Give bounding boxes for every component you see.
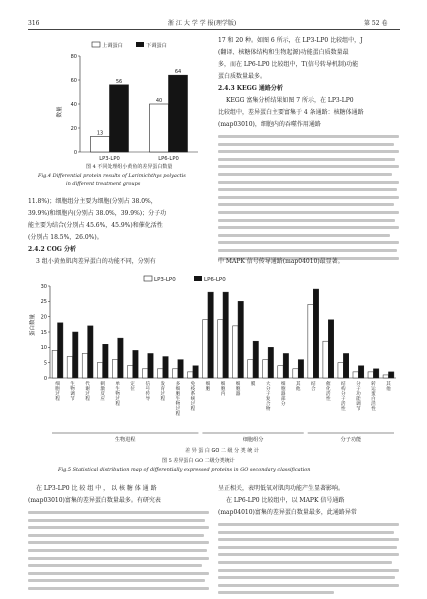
left-text-line-2: 39.9%)和细胞内(分别占 38.0%，39.9%)；分子功 <box>28 210 167 217</box>
y-tick-label: 30 <box>40 283 47 290</box>
group-label: 生物进程 <box>114 437 136 443</box>
x-tick-label: 细胞内 <box>220 382 226 397</box>
x-tick-label: 定位 <box>130 382 136 392</box>
bar-lp6-0 <box>58 323 63 378</box>
bottom-right-paragraph <box>218 523 399 594</box>
bar-lp6-14 <box>268 347 273 378</box>
bar-lp3-lp0-down <box>110 85 129 152</box>
bar-lp3-6 <box>142 369 147 378</box>
bar-lp3-10 <box>203 320 208 378</box>
figure-4-caption-en-2: in different treatment groups <box>66 181 141 187</box>
left-text-line-5: 3 组小黄鱼肌肉差异蛋白的功能不同，分别有 <box>36 258 156 265</box>
bottom-left-paragraph <box>28 511 209 590</box>
y-tick-label: 40 <box>70 101 77 108</box>
bar-lp6-lp0-up <box>150 104 169 152</box>
bar-lp6-16 <box>298 360 303 378</box>
bar-lp3-22 <box>383 375 388 378</box>
right-text-line-5: KEGG 富集分析结果如图 7 所示，在 LP3-LP0 <box>226 97 354 104</box>
header-rule <box>28 29 400 30</box>
right-text-line-1: 17 和 20 种。如图 6 所示，在 LP3-LP0 比较组中，J <box>218 37 363 44</box>
bar-lp3-13 <box>248 360 253 378</box>
bar-lp3-2 <box>82 353 87 378</box>
y-tick-label: 15 <box>40 329 47 336</box>
bar-lp6-1 <box>73 332 78 378</box>
bar-lp6-20 <box>358 366 363 378</box>
x-tick-label: LP6-LP0 <box>158 156 179 162</box>
left-text-line-1: 11.8%)；细胞组分主要为细胞(分别占 38.0%， <box>28 198 157 205</box>
y-tick-label: 10 <box>40 345 47 352</box>
legend-swatch-lp6 <box>194 276 202 281</box>
x-axis-label: 差 异 蛋 白 GO 二 级 分 类 统 计 <box>185 448 259 454</box>
bar-lp6-21 <box>373 369 378 378</box>
bar-value-label: 40 <box>155 98 163 104</box>
x-tick-label: 细胞过程 <box>55 382 60 402</box>
bar-lp3-7 <box>157 369 162 378</box>
section-heading-kegg: 2.4.3 KEGG 通路分析 <box>218 85 283 92</box>
bar-lp6-4 <box>118 338 123 378</box>
bar-lp3-8 <box>172 369 177 378</box>
x-tick-label: 信号传导 <box>145 382 151 402</box>
right-text-line-3: 多，而在 LP6-LP0 比较组中，T(信号转导机制)功能 <box>218 61 359 68</box>
bar-lp6-5 <box>133 350 138 378</box>
x-tick-label: 刺激反应 <box>100 382 105 402</box>
bar-lp6-3 <box>103 344 108 378</box>
left-text-line-3: 能主要为结合(分别占 45.6%，45.9%)和催化活性 <box>28 222 163 229</box>
x-tick-label: 催化活性 <box>325 382 331 402</box>
legend-swatch-up <box>92 42 100 47</box>
legend-swatch-lp3 <box>144 276 152 281</box>
figure-5-caption-en: Fig.5 Statistical distribution map of differentially expressed proteins in GO secondary classification <box>58 467 311 473</box>
group-label: 分子功能 <box>340 437 362 443</box>
figure-5-chart <box>26 270 402 456</box>
bar-lp6-22 <box>388 372 393 378</box>
x-tick-label: 细胞器部分 <box>280 382 286 407</box>
figure-4-caption-en: Fig.4 Differential protein results of Larimichthys polyactis <box>38 173 186 179</box>
bar-lp3-4 <box>112 360 117 378</box>
x-tick-label: 细胞 <box>205 382 211 392</box>
bar-value-label: 56 <box>115 78 123 85</box>
y-tick-label: 25 <box>40 299 47 306</box>
x-tick-label: 其他 <box>386 382 391 392</box>
y-tick-label: 20 <box>70 125 77 132</box>
legend-label-down: 下调蛋白 <box>146 43 167 49</box>
bar-lp3-9 <box>188 372 193 378</box>
y-axis-label: 蛋白数量 <box>30 313 36 337</box>
bars <box>91 69 188 152</box>
bar-lp3-11 <box>218 320 223 378</box>
bar-lp6-8 <box>178 360 183 378</box>
bar-value-label: 13 <box>96 130 104 137</box>
x-tick-label: LP3-LP0 <box>99 156 120 162</box>
bar-lp3-14 <box>263 360 268 378</box>
bar-lp3-5 <box>127 366 132 378</box>
bottom-right-line-2: 在 LP6-LP0 比较组中，以 MAPK 信号通路 <box>226 497 345 504</box>
bar-lp3-0 <box>52 350 57 378</box>
x-tick-label: 分子功能调节 <box>356 382 361 412</box>
bar-lp6-19 <box>343 353 348 378</box>
bottom-right-line-3: (map04010)富集的差异蛋白数量最多，此通路异常 <box>218 509 357 516</box>
right-column-paragraph <box>218 135 399 260</box>
left-text-line-4: (分别占 18.5%，26.0%)。 <box>28 234 103 241</box>
x-tick-label: 转运蛋白活性 <box>371 382 376 412</box>
y-tick-label: 0 <box>43 375 47 382</box>
journal-volume: 第 52 卷 <box>364 20 388 27</box>
bar-lp6-6 <box>148 353 153 378</box>
category-labels <box>55 380 391 417</box>
bar-lp6-2 <box>88 326 93 378</box>
page-number: 316 <box>28 20 40 27</box>
y-axis-label: 数量 <box>57 106 63 118</box>
group-label: 细胞组分 <box>242 437 264 443</box>
bar-lp3-17 <box>308 304 313 378</box>
x-tick-label: 细胞器 <box>235 382 241 397</box>
x-tick-label: 其他 <box>295 382 301 392</box>
bar-lp3-12 <box>233 326 238 378</box>
x-tick-label: 代谢过程 <box>85 382 90 402</box>
figure-4-caption-cn: 图 4 不同处理组小黄鱼的差异蛋白数量 <box>86 164 173 170</box>
right-text-line-8: 中 MAPK 信号传导通路(map04010)最显著。 <box>218 258 344 265</box>
bottom-right-line-1: 呈正相关，表明低氧对肌肉功能产生显著影响。 <box>218 485 345 492</box>
bar-lp6-15 <box>283 353 288 378</box>
legend-label-lp3: LP3-LP0 <box>154 277 176 283</box>
bar-lp6-10 <box>208 292 213 378</box>
group-labels <box>52 433 394 443</box>
bar-lp3-3 <box>97 363 102 378</box>
x-tick-label: 免疫系统过程 <box>190 382 196 412</box>
bar-lp6-9 <box>193 366 198 378</box>
legend-label-up: 上调蛋白 <box>102 43 123 49</box>
x-tick-label: 单生物过程 <box>115 382 121 407</box>
right-text-line-7: (map03010)，细胞内的吞噬作用通路 <box>218 121 321 128</box>
legend-swatch-down <box>136 42 144 47</box>
bar-lp6-17 <box>313 289 318 378</box>
x-tick-label: 多细胞生物过程 <box>175 382 181 417</box>
x-tick-label: 大分子复合物 <box>265 382 271 412</box>
x-tick-label: 结构分子活性 <box>341 382 346 412</box>
legend-label-lp6: LP6-LP0 <box>204 277 226 283</box>
bar-lp6-12 <box>238 301 243 378</box>
bar-lp6-lp0-down <box>169 75 188 152</box>
figure-4-chart <box>52 36 202 162</box>
x-tick-label: 膜 <box>250 382 256 387</box>
bar-lp6-13 <box>253 341 258 378</box>
bar-lp3-lp0-up <box>91 136 110 152</box>
bar-lp3-16 <box>293 369 298 378</box>
bar-value-label: 64 <box>174 69 182 76</box>
bar-lp3-21 <box>368 372 373 378</box>
x-tick-label: 生物调节 <box>70 382 75 402</box>
bar-lp3-15 <box>278 366 283 378</box>
bar-lp6-7 <box>163 357 168 378</box>
bar-lp3-20 <box>353 372 358 378</box>
right-text-line-4: 蛋白质数量最多。 <box>218 73 267 80</box>
bottom-left-line-2: (map03010)富集的差异蛋白数量最多。有研究表 <box>28 497 161 504</box>
bar-lp3-1 <box>67 357 72 378</box>
bars <box>52 289 394 378</box>
y-tick-label: 0 <box>73 149 77 156</box>
right-text-line-6: 比较组中，差异蛋白主要富集于 4 条通路：核糖体通路 <box>218 109 364 116</box>
bar-lp3-18 <box>323 341 328 378</box>
bar-lp6-11 <box>223 292 228 378</box>
y-tick-label: 80 <box>70 53 77 60</box>
right-text-line-2: (翻译、核糖体结构和生物起源)功能蛋白质数量最 <box>218 49 349 56</box>
y-tick-label: 60 <box>70 77 77 84</box>
bottom-left-line-1: 在 LP3-LP0 比 较 组 中 ， 以 核 糖 体 通 路 <box>36 485 157 492</box>
bar-lp3-19 <box>338 363 343 378</box>
journal-title: 浙 江 大 学 学 报(理学版) <box>168 20 237 27</box>
y-tick-label: 20 <box>40 314 47 321</box>
x-tick-label: 结合 <box>310 382 316 392</box>
section-heading-cog: 2.4.2 COG 分析 <box>28 246 77 253</box>
x-tick-label: 发育过程 <box>160 382 166 402</box>
bar-lp6-18 <box>328 320 333 378</box>
figure-5-caption-cn: 图 5 差异蛋白 GO 二级分类统计 <box>162 458 235 464</box>
y-tick-label: 5 <box>43 360 47 367</box>
